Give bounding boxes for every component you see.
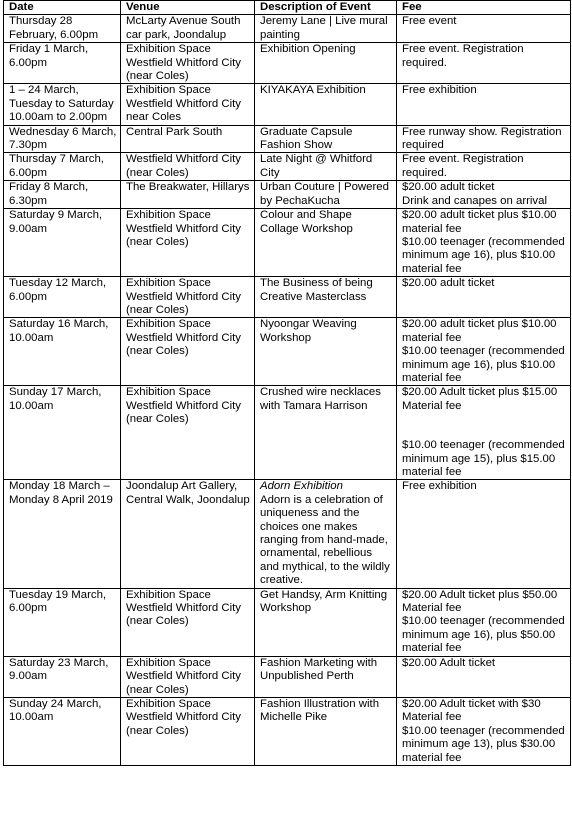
table-row <box>4 386 571 480</box>
venue-cell: Exhibition Space Westfield Whitford City (near Coles) <box>121 386 255 480</box>
fee-line: Free exhibition <box>402 84 477 97</box>
date-cell: Tuesday 12 March, 6.00pm <box>4 277 121 318</box>
fee-cell <box>397 588 571 656</box>
venue-cell: Joondalup Art Gallery, Central Walk, Joondalup <box>121 480 255 588</box>
header-fee: Fee <box>397 1 571 15</box>
fee-line: Drink and canapes on arrival <box>402 194 547 207</box>
venue-cell: Exhibition Space Westfield Whitford City (near Coles) <box>121 697 255 765</box>
description-cell: Late Night @ Whitford City <box>255 153 397 181</box>
date-cell: Saturday 16 March, 10.00am <box>4 318 121 386</box>
date-cell: Thursday 28 February, 6.00pm <box>4 15 121 43</box>
table-row <box>4 43 571 84</box>
fee-line: Free exhibition <box>402 480 477 493</box>
fee-line: $10.00 teenager (recommended minimum age 16), plus $10.00 material fee <box>402 235 565 275</box>
table-row <box>4 277 571 318</box>
fee-line: $20.00 adult ticket <box>402 277 495 290</box>
table-row <box>4 153 571 181</box>
fee-cell <box>397 153 571 181</box>
events-table <box>3 0 571 766</box>
fee-cell <box>397 15 571 43</box>
table-row <box>4 588 571 656</box>
fee-cell <box>397 386 571 480</box>
description-cell: Colour and Shape Collage Workshop <box>255 209 397 277</box>
description-cell: Graduate Capsule Fashion Show <box>255 125 397 153</box>
venue-cell: The Breakwater, Hillarys <box>121 181 255 209</box>
description-cell: Fashion Illustration with Michelle Pike <box>255 697 397 765</box>
venue-cell: Exhibition Space Westfield Whitford City near Coles <box>121 84 255 125</box>
date-cell: Thursday 7 March, 6.00pm <box>4 153 121 181</box>
venue-cell: Exhibition Space Westfield Whitford City (near Coles) <box>121 656 255 697</box>
description-cell <box>255 480 397 588</box>
date-cell: Wednesday 6 March, 7.30pm <box>4 125 121 153</box>
table-row <box>4 697 571 765</box>
table-row <box>4 181 571 209</box>
date-cell: Sunday 17 March, 10.00am <box>4 386 121 480</box>
fee-cell <box>397 209 571 277</box>
date-cell: Tuesday 19 March, 6.00pm <box>4 588 121 656</box>
table-row <box>4 318 571 386</box>
fee-cell <box>397 697 571 765</box>
description-cell: Fashion Marketing with Unpublished Perth <box>255 656 397 697</box>
date-cell: Saturday 23 March, 9.00am <box>4 656 121 697</box>
venue-cell: Exhibition Space Westfield Whitford City (near Coles) <box>121 209 255 277</box>
description-cell: Get Handsy, Arm Knitting Workshop <box>255 588 397 656</box>
date-cell: Saturday 9 March, 9.00am <box>4 209 121 277</box>
table-header <box>4 1 571 15</box>
table-row <box>4 125 571 153</box>
venue-cell: Exhibition Space Westfield Whitford City (near Coles) <box>121 43 255 84</box>
header-date: Date <box>4 1 121 15</box>
fee-gap <box>402 413 567 439</box>
date-cell: Friday 1 March, 6.00pm <box>4 43 121 84</box>
table-row <box>4 480 571 588</box>
fee-line: $20.00 Adult ticket plus $15.00 Material fee <box>402 386 558 412</box>
fee-line: Free event. Registration required. <box>402 153 524 179</box>
description-cell: Urban Couture | Powered by PechaKucha <box>255 181 397 209</box>
header-venue: Venue <box>121 1 255 15</box>
date-cell: Monday 18 March – Monday 8 April 2019 <box>4 480 121 588</box>
fee-line: $10.00 teenager (recommended minimum age 16), plus $10.00 material fee <box>402 345 565 384</box>
fee-line: Free event <box>402 15 457 28</box>
table-row <box>4 209 571 277</box>
fee-cell <box>397 656 571 697</box>
description-title: Adorn Exhibition <box>260 480 343 493</box>
venue-cell: Exhibition Space Westfield Whitford City (near Coles) <box>121 318 255 386</box>
date-cell: Friday 8 March, 6.30pm <box>4 181 121 209</box>
description-cell: Nyoongar Weaving Workshop <box>255 318 397 386</box>
fee-line: $20.00 adult ticket <box>402 181 495 194</box>
table-body <box>4 15 571 766</box>
fee-cell <box>397 318 571 386</box>
fee-line: $10.00 teenager (recommended minimum age 15), plus $15.00 material fee <box>402 439 565 478</box>
fee-cell <box>397 43 571 84</box>
description-cell: KIYAKAYA Exhibition <box>255 84 397 125</box>
venue-cell: Exhibition Space Westfield Whitford City (near Coles) <box>121 588 255 656</box>
table-row <box>4 15 571 43</box>
description-cell: Crushed wire necklaces with Tamara Harrison <box>255 386 397 480</box>
header-description: Description of Event <box>255 1 397 15</box>
description-cell: The Business of being Creative Masterclass <box>255 277 397 318</box>
venue-cell: Exhibition Space Westfield Whitford City (near Coles) <box>121 277 255 318</box>
fee-line: $20.00 Adult ticket plus $50.00 Material fee <box>402 588 558 615</box>
fee-line: $20.00 Adult ticket <box>402 656 496 669</box>
table-row <box>4 656 571 697</box>
venue-cell: Central Park South <box>121 125 255 153</box>
venue-cell: Westfield Whitford City (near Coles) <box>121 153 255 181</box>
fee-cell <box>397 181 571 209</box>
fee-line: Free event. Registration required. <box>402 43 524 69</box>
fee-line: $20.00 adult ticket plus $10.00 material fee <box>402 209 557 235</box>
fee-line: $20.00 Adult ticket with $30 Material fee <box>402 697 541 724</box>
date-cell: 1 – 24 March, Tuesday to Saturday 10.00am to 2.00pm <box>4 84 121 125</box>
fee-cell <box>397 480 571 588</box>
fee-cell <box>397 125 571 153</box>
fee-cell <box>397 277 571 318</box>
fee-cell <box>397 84 571 125</box>
description-cell: Exhibition Opening <box>255 43 397 84</box>
venue-cell: McLarty Avenue South car park, Joondalup <box>121 15 255 43</box>
date-cell: Sunday 24 March, 10.00am <box>4 697 121 765</box>
header-row <box>4 1 571 15</box>
fee-line: $10.00 teenager (recommended minimum age 13), plus $30.00 material fee <box>402 724 565 764</box>
fee-line: $10.00 teenager (recommended minimum age 16), plus $50.00 material fee <box>402 615 565 655</box>
fee-line: Free runway show. Registration required <box>402 125 562 152</box>
description-cell: Jeremy Lane | Live mural painting <box>255 15 397 43</box>
table-row <box>4 84 571 125</box>
fee-line: $20.00 adult ticket plus $10.00 material fee <box>402 318 557 344</box>
description-text: Adorn is a celebration of uniqueness and the choices one makes ranging from hand-made, ornamental, rebellious and mythical, to the wildly creative. <box>260 493 390 587</box>
